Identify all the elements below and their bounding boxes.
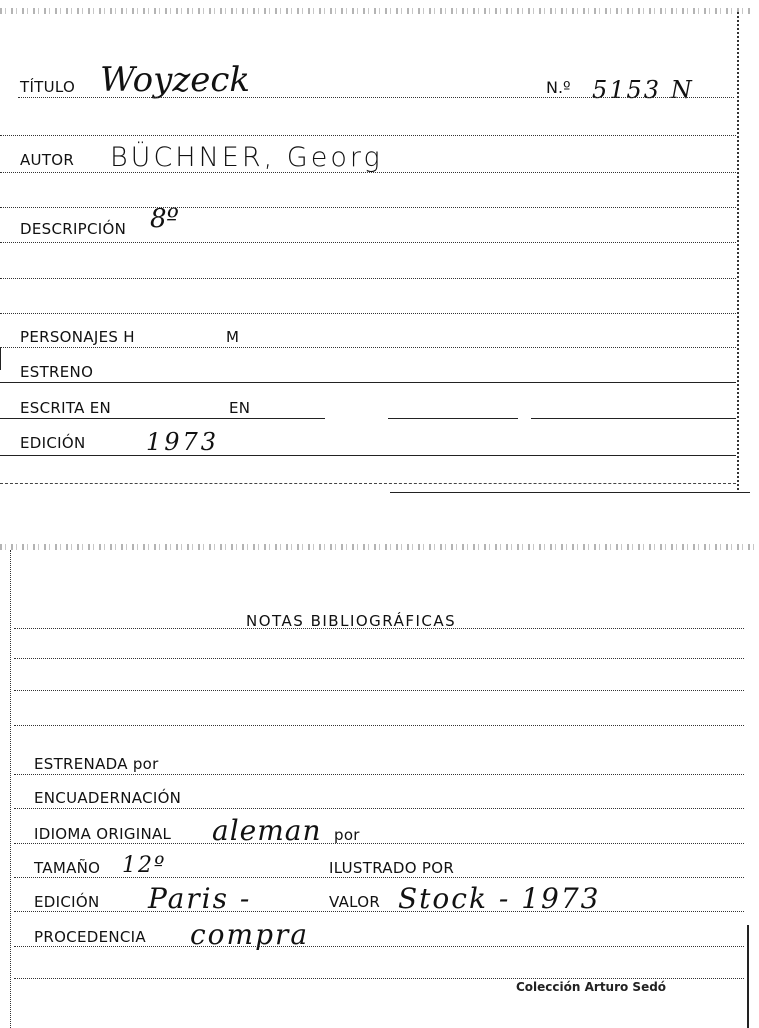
edicion-value: 1973: [146, 428, 220, 456]
ruled-line: [0, 135, 736, 136]
ruled-line: [0, 313, 736, 314]
encuadernacion-label: ENCUADERNACIÓN: [34, 789, 182, 807]
notas-line: [14, 628, 744, 629]
ilustrado-label: ILUSTRADO POR: [329, 859, 455, 877]
descripcion-value: 8º: [150, 204, 179, 234]
idioma-line: [14, 843, 744, 844]
numero-value: 5153 N: [592, 76, 694, 104]
card-right-edge: [737, 12, 739, 490]
idioma-label: IDIOMA ORIGINAL: [34, 825, 172, 843]
escrita-en-line-2: [388, 418, 518, 419]
autor-value: BÜCHNER, Georg: [110, 142, 383, 173]
card-bottom-top-edge: [0, 544, 755, 550]
estrenada-line: [14, 774, 744, 775]
edicion-line: [0, 455, 736, 456]
titulo-label: TÍTULO: [20, 78, 76, 96]
ruled-line: [14, 725, 744, 726]
escrita-en-label: ESCRITA EN: [20, 399, 112, 417]
edicion-bottom-label: EDICIÓN: [34, 893, 100, 911]
personajes-label: PERSONAJES H: [20, 328, 135, 346]
titulo-line: [18, 97, 734, 98]
ruled-line: [14, 658, 744, 659]
ruled-line: [0, 278, 736, 279]
escrita-en-en-label: EN: [229, 399, 251, 417]
card-bottom-edge: [0, 483, 736, 484]
card-left-edge: [10, 550, 11, 1028]
autor-line: [0, 172, 736, 173]
encuadernacion-line: [14, 808, 744, 809]
ruled-line: [14, 690, 744, 691]
valor-label: VALOR: [329, 893, 381, 911]
edicion-label: EDICIÓN: [20, 434, 86, 452]
edicion-bottom-value: Paris -: [148, 882, 252, 915]
catalog-card-top: [0, 0, 759, 495]
estrenada-label: ESTRENADA por: [34, 755, 159, 773]
personajes-line: [0, 347, 736, 348]
ruled-line: [14, 978, 744, 979]
descripcion-label: DESCRIPCIÓN: [20, 220, 127, 238]
escrita-en-line: [0, 418, 325, 419]
catalog-card-bottom: [0, 530, 759, 1028]
notas-heading: NOTAS BIBLIOGRÁFICAS: [246, 612, 457, 630]
ruled-line: [0, 207, 736, 208]
escrita-en-line-3: [531, 418, 736, 419]
titulo-value: Woyzeck: [100, 60, 250, 100]
procedencia-label: PROCEDENCIA: [34, 928, 146, 946]
procedencia-value: compra: [190, 918, 310, 951]
autor-label: AUTOR: [20, 151, 75, 169]
idioma-por-label: por: [334, 826, 360, 844]
collection-footer: Colección Arturo Sedó: [516, 980, 667, 994]
tamano-line: [14, 877, 744, 878]
procedencia-line: [14, 946, 744, 947]
margin-mark: [0, 348, 1, 370]
valor-value: Stock - 1973: [398, 882, 601, 915]
descripcion-line: [0, 242, 736, 243]
numero-label: N.º: [546, 78, 571, 97]
card-bottom-edge-right: [390, 492, 750, 493]
idioma-value: aleman: [212, 814, 322, 847]
estreno-label: ESTRENO: [20, 363, 94, 381]
estreno-line: [0, 382, 736, 383]
edicion-bottom-line: [14, 911, 744, 912]
card-right-edge-2: [747, 925, 749, 1028]
tamano-value: 12º: [122, 853, 167, 878]
tamano-label: TAMAÑO: [34, 859, 101, 877]
card-top-edge: [0, 8, 750, 14]
personajes-m-label: M: [226, 328, 240, 346]
